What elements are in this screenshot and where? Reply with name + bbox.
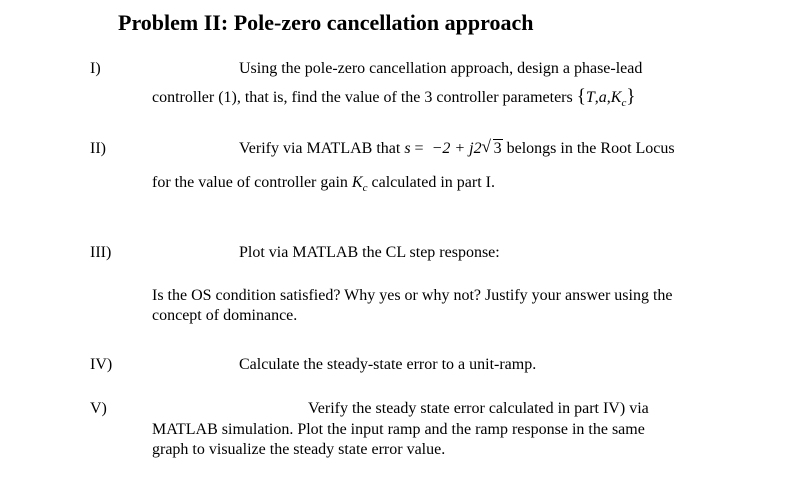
item-5-line-1: Verify the steady state error calculated in part IV) via <box>308 400 649 417</box>
item-3-line-1: Plot via MATLAB the CL step response: <box>239 244 500 261</box>
gain-K: K <box>351 174 363 191</box>
item-number-4: IV) <box>90 356 113 373</box>
item-3-line-3: concept of dominance. <box>152 307 298 324</box>
sqrt-argument: 3 <box>493 140 502 157</box>
sqrt-expression <box>481 137 503 158</box>
item-5-line-2: MATLAB simulation. Plot the input ramp and the ramp response in the same <box>152 421 645 438</box>
item-1-line-1: Using the pole-zero cancellation approach, design a phase-lead <box>239 60 643 77</box>
param-T: T <box>585 89 595 106</box>
right-brace: } <box>626 86 636 107</box>
sqrt-icon: √ <box>481 137 491 156</box>
equals-sign: = <box>414 140 424 157</box>
item-4-line-1: Calculate the steady-state error to a unit-ramp. <box>239 356 537 373</box>
item-1-line-2 <box>152 86 635 108</box>
item-5-line-3: graph to visualize the steady state error value. <box>152 441 446 458</box>
var-s: s <box>404 140 411 157</box>
item-2-line-1-pre: Verify via MATLAB that <box>239 140 401 157</box>
left-brace: { <box>576 86 586 107</box>
controller-parameters-set <box>576 86 636 109</box>
param-a: a <box>598 89 607 106</box>
param-separator-2: , <box>606 89 611 106</box>
param-separator-1: , <box>594 89 599 106</box>
item-2-line-2-pre: for the value of controller gain <box>152 174 348 191</box>
item-1-line-2-text: controller (1), that is, find the value of the 3 controller parameters <box>152 89 573 106</box>
item-2-line-1-post: belongs in the Root Locus <box>506 140 675 157</box>
param-K-subscript: c <box>621 97 627 109</box>
gain-K-subscript: c <box>362 182 368 194</box>
param-K: K <box>610 89 622 106</box>
item-number-1: I) <box>90 60 101 77</box>
item-3-line-2: Is the OS condition satisfied? Why yes or why not? Justify your answer using the <box>152 287 673 304</box>
item-number-2: II) <box>90 140 106 157</box>
item-number-5: V) <box>90 400 107 417</box>
item-2-line-2-post: calculated in part I. <box>371 174 495 191</box>
problem-title: Problem II: Pole-zero cancellation approach <box>118 10 534 35</box>
item-2-line-2 <box>152 174 495 192</box>
item-2-line-1 <box>239 137 675 158</box>
item-number-3: III) <box>90 244 112 261</box>
root-expression: −2 + j2 <box>431 140 482 157</box>
